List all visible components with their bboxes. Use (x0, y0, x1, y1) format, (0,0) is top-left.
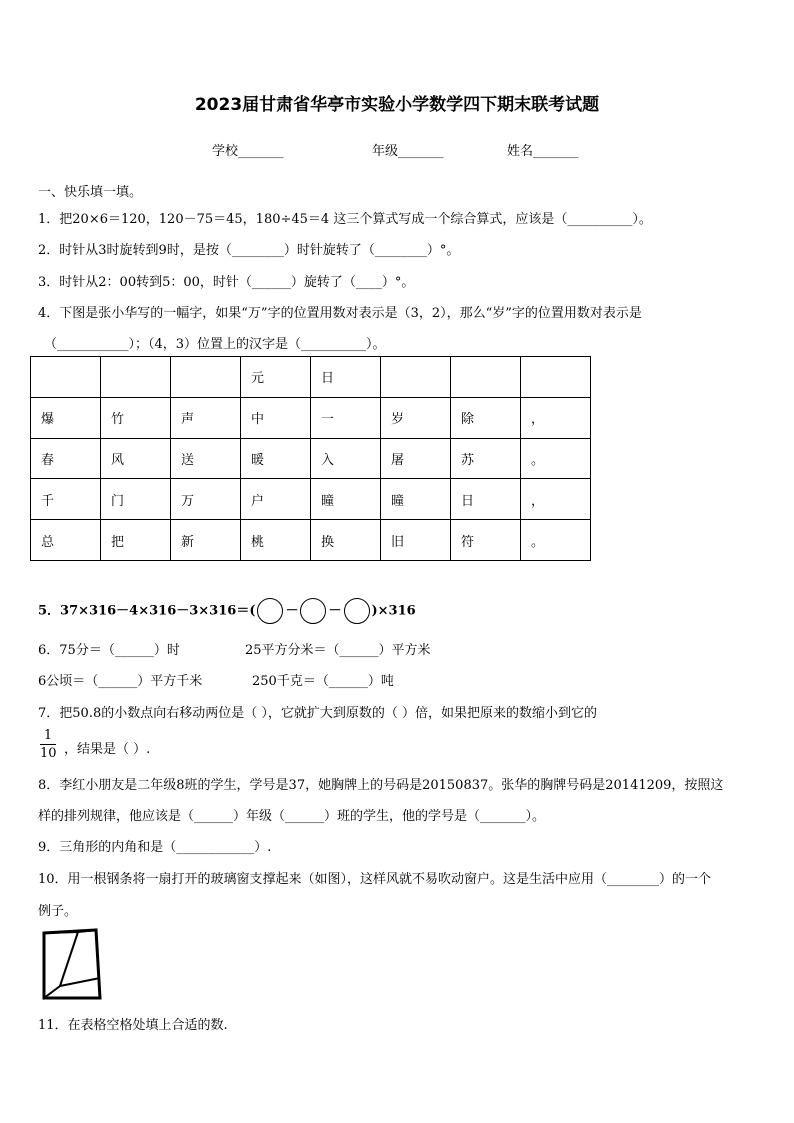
grid-cell: 新 (171, 520, 241, 561)
grid-cell: 日 (311, 357, 381, 398)
grid-cell: 曈 (311, 479, 381, 520)
fraction-one-tenth (40, 728, 56, 761)
grid-cell (381, 357, 451, 398)
grid-cell: 屠 (381, 438, 451, 479)
grid-cell: 换 (311, 520, 381, 561)
question-10-line-2: 例子。 (38, 904, 78, 919)
grid-cell: 春 (31, 438, 101, 479)
grid-cell: 桃 (241, 520, 311, 561)
answer-circle-2[interactable] (300, 598, 326, 624)
grid-cell: 户 (241, 479, 311, 520)
q5-minus: － (285, 603, 299, 619)
window-frame (44, 930, 100, 998)
question-2: 2．时针从3时旋转到9时，是按（________）时针旋转了（________）°。 (38, 243, 460, 258)
grid-row (31, 357, 591, 398)
answer-circle-3[interactable] (344, 598, 370, 624)
question-7-line-1: 7．把50.8的小数点向右移动两位是（ ），它就扩大到原数的（ ）倍，如果把原来的数缩小到它的 (38, 706, 597, 721)
q5-minus: － (328, 603, 342, 619)
question-3: 3．时针从2：00转到5：00，时针（______）旋转了（____）°。 (38, 275, 415, 290)
question-6a: 6．75分＝（______）时 (38, 643, 180, 658)
grid-cell: ， (521, 397, 591, 438)
window-prop-figure (40, 928, 104, 1004)
grid-cell: 旧 (381, 520, 451, 561)
grid-cell: 风 (101, 438, 171, 479)
grid-row (31, 479, 591, 520)
grid-row (31, 438, 591, 479)
grid-cell: 把 (101, 520, 171, 561)
section-heading: 一、快乐填一填。 (38, 185, 143, 200)
grid-cell: 苏 (451, 438, 521, 479)
open-pane (44, 932, 78, 998)
grid-cell: 。 (521, 438, 591, 479)
grid-cell: 曈 (381, 479, 451, 520)
grid-cell: 符 (451, 520, 521, 561)
name-field[interactable]: 姓名_______ (507, 144, 579, 159)
question-8-line-2: 样的排列规律，他应该是（______）年级（______）班的学生，他的学号是（_______）。 (38, 809, 546, 824)
fraction-denominator: 10 (40, 746, 57, 761)
grid-cell: 声 (171, 397, 241, 438)
grid-cell: 爆 (31, 397, 101, 438)
grid-cell: 门 (101, 479, 171, 520)
question-5 (38, 598, 416, 624)
grid-cell: 除 (451, 397, 521, 438)
grid-cell (171, 357, 241, 398)
grid-cell: 一 (311, 397, 381, 438)
grid-cell: 万 (171, 479, 241, 520)
grid-cell: 入 (311, 438, 381, 479)
question-6d: 250千克＝（______）吨 (252, 674, 394, 689)
grid-cell: 竹 (101, 397, 171, 438)
question-7-line-2: ，结果是（ ）. (64, 742, 151, 757)
grid-cell: 暖 (241, 438, 311, 479)
grid-row (31, 397, 591, 438)
grid-cell: 中 (241, 397, 311, 438)
grid-cell (31, 357, 101, 398)
question-10-line-1: 10．用一根钢条将一扇打开的玻璃窗支撑起来（如图），这样风就不易吹动窗户。这是生活中应用（________）的一个 (38, 872, 712, 887)
question-1: 1．把20×6＝120，120－75＝45，180÷45＝4 这三个算式写成一个综合算式，应该是（__________）。 (38, 212, 652, 227)
grid-cell (451, 357, 521, 398)
fraction-numerator: 1 (40, 728, 56, 745)
question-8-line-1: 8．李红小朋友是二年级8班的学生，学号是37，她胸牌上的号码是20150837。张华的胸牌号码是20141209，按照这 (38, 778, 724, 793)
school-field[interactable]: 学校_______ (212, 144, 284, 159)
q5-expression: 5．37×316－4×316－3×316＝( (38, 603, 256, 619)
page-title: 2023届甘肃省华亭市实验小学数学四下期末联考试题 (194, 95, 600, 115)
grid-cell (101, 357, 171, 398)
grid-cell: ， (521, 479, 591, 520)
grade-field[interactable]: 年级_______ (372, 144, 444, 159)
q5-tail: )×316 (371, 603, 416, 619)
question-6b: 25平方分米＝（______）平方米 (245, 643, 431, 658)
grid-cell (521, 357, 591, 398)
grid-cell: 。 (521, 520, 591, 561)
grid-cell: 总 (31, 520, 101, 561)
grid-cell: 千 (31, 479, 101, 520)
grid-row (31, 520, 591, 561)
question-4-line-1: 4．下图是张小华写的一幅字，如果“万”字的位置用数对表示是（3，2），那么“岁”字的位置用数对表示是 (38, 306, 642, 321)
question-9: 9．三角形的内角和是（____________）. (38, 840, 272, 855)
question-4-line-2: （___________）；（4，3）位置上的汉字是（__________）。 (44, 337, 386, 352)
grid-cell: 送 (171, 438, 241, 479)
answer-circle-1[interactable] (257, 598, 283, 624)
steel-prop (60, 978, 100, 986)
question-6c: 6公顷＝（______）平方千米 (38, 674, 203, 689)
calligraphy-grid (30, 356, 591, 561)
question-11: 11．在表格空格处填上合适的数. (38, 1018, 228, 1033)
grid-cell: 日 (451, 479, 521, 520)
grid-cell: 元 (241, 357, 311, 398)
grid-cell: 岁 (381, 397, 451, 438)
